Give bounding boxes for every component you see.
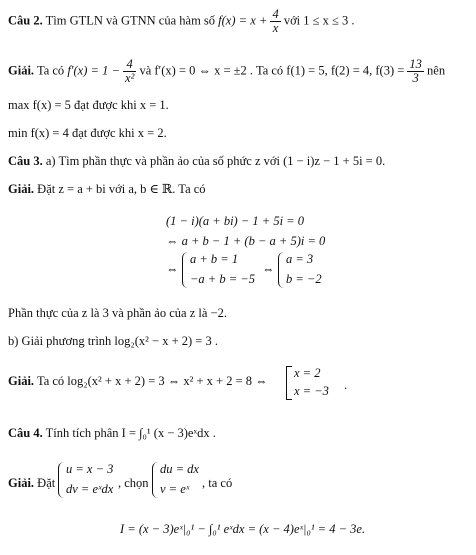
giai3-sys-arrow: ⇔ xyxy=(166,262,179,276)
giai3b-end: . xyxy=(344,378,348,392)
giai2-p3: nên xyxy=(427,63,446,78)
giai3-sol2: b = −2 xyxy=(286,272,322,286)
giai4-v: v = eˣ xyxy=(160,482,190,496)
cau2-line xyxy=(8,8,355,35)
giai2-p2: và f′(x) = 0 ⇔ x = ±2 . Ta có f(1) = 5, f(2) = 4, f(3) = xyxy=(139,63,405,78)
giai3b-label: Giải. xyxy=(8,374,35,388)
giai3b-sol2: x = −3 xyxy=(294,384,329,398)
giai3-text: Đặt z = a + bi với a, b ∈ ℝ. Ta có xyxy=(37,182,206,196)
giai4-final: I = (x − 3)eˣ|₀¹ − ∫₀¹ eˣdx = (x − 4)eˣ|₀¹ = 4 − 3e. xyxy=(120,522,366,536)
giai4-dv: dv = eˣdx xyxy=(66,482,114,496)
cau2-frac-den: x xyxy=(270,21,280,35)
giai4-label: Giải. xyxy=(8,476,35,490)
cau2-fraction xyxy=(270,8,280,35)
giai3-line xyxy=(8,182,206,196)
cau3-text: a) Tìm phần thực và phần ảo của số phức z với (1 − i)z − 1 + 5i = 0. xyxy=(45,154,386,168)
giai2-f3-den: 3 xyxy=(407,71,424,85)
solution-brace xyxy=(278,252,285,288)
giai3-sys-arrow2: ⇔ xyxy=(262,262,275,276)
giai2-deriv-den: x² xyxy=(125,71,135,86)
giai3-conclusion: Phần thực của z là 3 và phần ảo của z là −2. xyxy=(8,306,227,320)
giai2-f3-num: 13 xyxy=(409,57,422,71)
choice-brace xyxy=(152,462,159,498)
giai4-p2: , chọn xyxy=(118,476,149,490)
giai2-label: Giải. xyxy=(8,63,35,78)
cau2-frac-num: 4 xyxy=(272,7,279,21)
cau2-text: Tìm GTLN và GTNN của hàm số xyxy=(45,13,216,28)
giai2-deriv-fraction xyxy=(123,58,136,85)
cau3-line xyxy=(8,154,385,168)
giai4-line xyxy=(8,476,55,490)
giai3b-sol1: x = 2 xyxy=(294,366,321,380)
giai2-f3-fraction xyxy=(407,58,424,85)
cau4-label: Câu 4. xyxy=(8,426,43,440)
cau3b-line: b) Giải phương trình log₂(x² − x + 2) = 3 . xyxy=(8,334,218,348)
giai4-u: u = x − 3 xyxy=(66,462,114,476)
cau3-label: Câu 3. xyxy=(8,154,43,168)
giai3-label: Giải. xyxy=(8,182,35,196)
cau2-label: Câu 2. xyxy=(8,13,43,28)
min-line: min f(x) = 4 đạt được khi x = 2. xyxy=(8,126,167,140)
giai2-deriv: f′(x) = 1 − xyxy=(67,63,120,78)
giai2-line xyxy=(8,58,445,85)
giai4-du: du = dx xyxy=(160,462,199,476)
cau2-fx: f(x) = x + xyxy=(218,13,268,28)
giai3-eq1: (1 − i)(a + bi) − 1 + 5i = 0 xyxy=(166,214,304,228)
substitution-brace xyxy=(58,462,65,498)
giai4-p3: , ta có xyxy=(202,476,233,490)
system-brace xyxy=(182,252,189,288)
giai4-p1: Đặt xyxy=(37,476,56,490)
giai3-sys2: −a + b = −5 xyxy=(190,272,255,286)
giai3-sys1: a + b = 1 xyxy=(190,252,239,266)
giai2-deriv-num: 4 xyxy=(126,57,133,71)
giai3-sol1: a = 3 xyxy=(286,252,314,266)
giai3-eq2: ⇔ a + b − 1 + (b − a + 5)i = 0 xyxy=(166,234,326,248)
cau2-cond: với 1 ≤ x ≤ 3 . xyxy=(283,13,355,28)
cau4-text: Tính tích phân I = ∫₀¹ (x − 3)eˣdx . xyxy=(45,426,216,440)
giai3b-text: Ta có log₂(x² + x + 2) = 3 ⇔ x² + x + 2 = 8 ⇔ xyxy=(36,374,268,388)
solution-bracket xyxy=(286,366,292,400)
cau4-line xyxy=(8,426,216,440)
giai2-p1: Ta có xyxy=(36,63,65,78)
giai3b-line xyxy=(8,374,268,388)
max-line: max f(x) = 5 đạt được khi x = 1. xyxy=(8,98,169,112)
